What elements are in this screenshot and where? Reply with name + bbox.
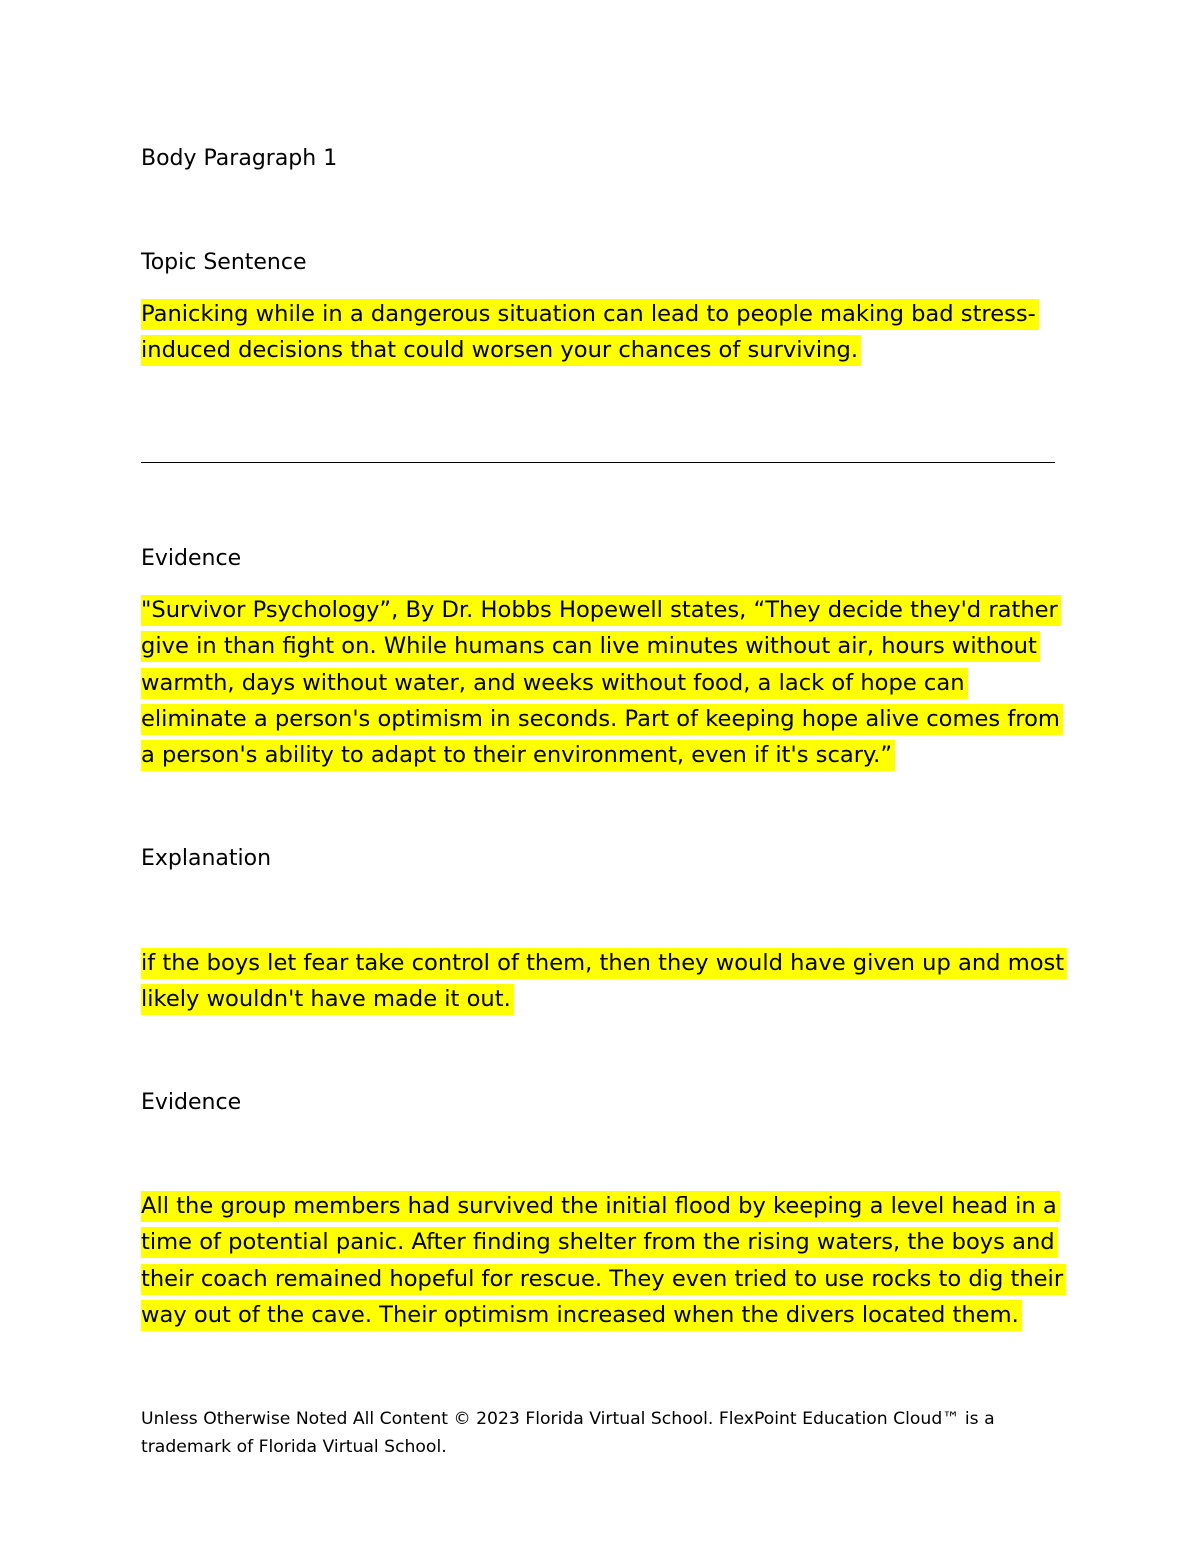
highlighted-text: way out of the cave. Their optimism increased when the divers located them. bbox=[141, 1300, 1022, 1331]
highlighted-text: warmth, days without water, and weeks without food, a lack of hope can bbox=[141, 668, 968, 699]
highlighted-text: likely wouldn't have made it out. bbox=[141, 984, 514, 1015]
text-line bbox=[141, 701, 1061, 737]
text-line bbox=[141, 592, 1061, 628]
text-line bbox=[141, 332, 1061, 368]
highlighted-text: their coach remained hopeful for rescue. They even tried to use rocks to dig their bbox=[141, 1264, 1066, 1295]
highlighted-text: a person's ability to adapt to their environment, even if it's scary.” bbox=[141, 740, 895, 771]
text-line bbox=[141, 981, 1061, 1017]
text-line bbox=[141, 945, 1065, 981]
text-line bbox=[141, 1261, 1064, 1297]
evidence-text bbox=[141, 592, 1061, 773]
highlighted-text: "Survivor Psychology”, By Dr. Hobbs Hopewell states, “They decide they'd rather bbox=[141, 595, 1061, 626]
topic-sentence-label: Topic Sentence bbox=[141, 250, 307, 275]
footer-line: trademark of Florida Virtual School. bbox=[141, 1436, 447, 1457]
text-line bbox=[141, 296, 1061, 332]
page-title: Body Paragraph 1 bbox=[141, 146, 338, 171]
footer-line: Unless Otherwise Noted All Content © 2023 Florida Virtual School. FlexPoint Education Cloud™ is a bbox=[141, 1409, 995, 1429]
text-line bbox=[141, 1224, 1061, 1260]
text-line bbox=[141, 1188, 1061, 1224]
highlighted-text: if the boys let fear take control of them, then they would have given up and most bbox=[141, 948, 1067, 979]
explanation-text bbox=[141, 945, 1065, 1018]
evidence-label: Evidence bbox=[141, 1090, 242, 1115]
highlighted-text: All the group members had survived the initial flood by keeping a level head in a bbox=[141, 1191, 1060, 1222]
text-line bbox=[141, 628, 1061, 664]
highlighted-text: Panicking while in a dangerous situation can lead to people making bad stress- bbox=[141, 299, 1039, 330]
copyright-footer bbox=[141, 1406, 1061, 1461]
highlighted-text: eliminate a person's optimism in seconds. Part of keeping hope alive comes from bbox=[141, 704, 1063, 735]
text-line bbox=[141, 665, 1061, 701]
highlighted-text: give in than fight on. While humans can live minutes without air, hours without bbox=[141, 631, 1040, 662]
text-line bbox=[141, 1297, 1061, 1333]
highlighted-text: time of potential panic. After finding shelter from the rising waters, the boys and bbox=[141, 1227, 1058, 1258]
topic-sentence-text bbox=[141, 296, 1061, 369]
highlighted-text: induced decisions that could worsen your chances of surviving. bbox=[141, 335, 861, 366]
evidence-label: Evidence bbox=[141, 546, 242, 571]
explanation-label: Explanation bbox=[141, 846, 272, 871]
blank-line-divider bbox=[141, 462, 1055, 463]
text-line bbox=[141, 737, 1061, 773]
evidence-text bbox=[141, 1188, 1064, 1333]
